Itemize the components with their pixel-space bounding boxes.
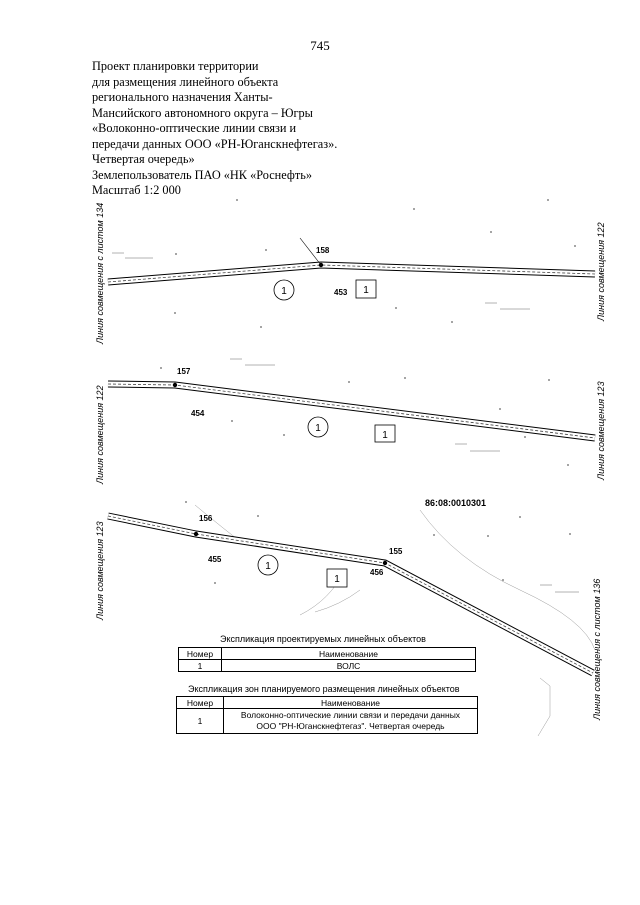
map-panel-2: [95, 359, 606, 485]
left-matchline-label: Линия совмещения с листом 134: [95, 202, 105, 344]
table-cell: 1: [177, 709, 224, 734]
table-cell: ВОЛС: [222, 660, 476, 672]
point-label: 156: [199, 514, 213, 523]
header-cell: Номер: [179, 648, 222, 660]
point-label: 454: [191, 409, 205, 418]
header-line: Мансийского автономного округа – Югры: [92, 105, 313, 120]
object-label: 1: [382, 430, 388, 441]
map-panel-1: [95, 199, 606, 345]
point-label: 456: [370, 568, 384, 577]
header-line: Масштаб 1:2 000: [92, 183, 181, 197]
table-header-row: [177, 697, 478, 709]
cell-line: Волоконно-оптические линии связи и передачи данных: [240, 710, 461, 720]
zone-label: 1: [265, 561, 271, 572]
right-matchline-label: Линия совмещения 122: [596, 222, 606, 321]
right-matchline-label: Линия совмещения 123: [596, 381, 606, 480]
left-matchline-label: Линия совмещения 123: [95, 521, 105, 620]
point-label: 453: [334, 288, 348, 297]
page-number: 745: [310, 38, 330, 53]
header-cell: Наименование: [222, 648, 476, 660]
header-line: регионального назначения Ханты-: [92, 90, 273, 104]
header-line: передачи данных ООО «РН-Юганскнефтегаз».: [92, 136, 338, 151]
left-matchline-label: Линия совмещения 122: [95, 385, 105, 484]
point-label: 455: [208, 555, 222, 564]
table1: [178, 647, 476, 672]
point-label: 157: [177, 367, 191, 376]
right-matchline-label: Линия совмещения с листом 136: [592, 578, 602, 720]
object-label: 1: [363, 285, 369, 296]
table-cell: 1: [179, 660, 222, 672]
table1-caption: Экспликация проектируемых линейных объектов: [220, 634, 426, 644]
cell-line: ООО "РН-Юганскнефтегаз". Четвертая очередь: [256, 721, 445, 731]
point-label: 155: [389, 547, 403, 556]
header-line: Землепользователь ПАО «НК «Роснефть»: [92, 167, 312, 182]
header-cell: Номер: [177, 697, 224, 709]
zone-label: 1: [315, 423, 321, 434]
table-cell: [224, 709, 478, 734]
cadastral-number: 86:08:0010301: [425, 498, 487, 508]
zone-label: 1: [281, 286, 287, 297]
table-header-row: [179, 648, 476, 660]
point-label: 158: [316, 246, 330, 255]
table-row: [179, 660, 476, 672]
header-cell: Наименование: [224, 697, 478, 709]
table2: [176, 696, 478, 734]
header-line: Проект планировки территории: [92, 59, 259, 73]
table2-caption: Экспликация зон планируемого размещения линейных объектов: [188, 684, 460, 694]
header-line: для размещения линейного объекта: [92, 74, 279, 89]
header-line: «Волоконно-оптические линии связи и: [92, 121, 297, 135]
header-line: Четвертая очередь»: [92, 152, 195, 166]
table-row: [177, 709, 478, 734]
object-label: 1: [334, 574, 340, 585]
